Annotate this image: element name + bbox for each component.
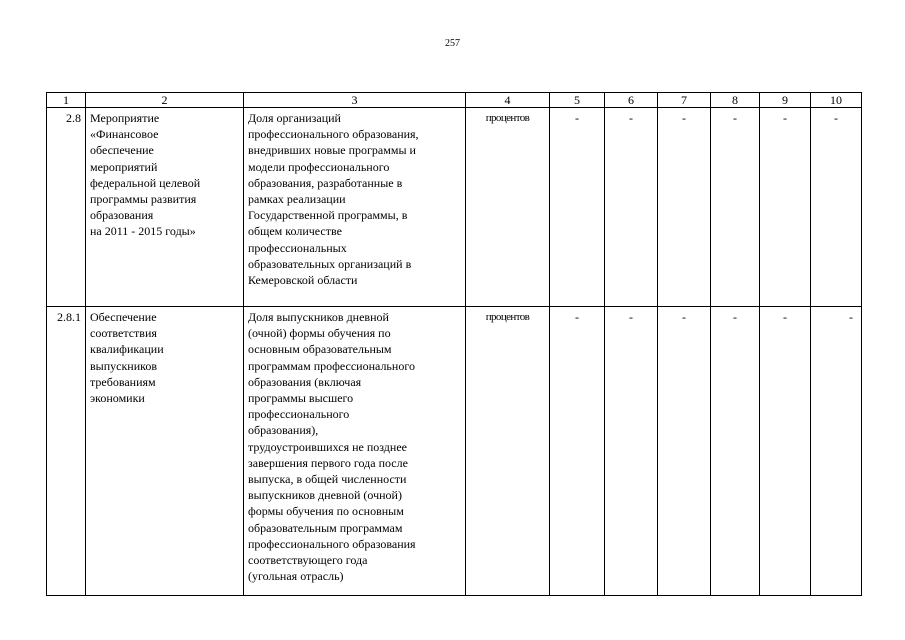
event-name: Обеспечение соответствия квалификации выпускников требованиям экономики xyxy=(86,307,244,596)
header-cell: 1 xyxy=(47,93,86,108)
table-row xyxy=(47,108,862,307)
event-name: Мероприятие «Финансовое обеспечение мероприятий федеральной целевой программы развития образования на 2011 - 2015 годы» xyxy=(86,108,244,307)
value-cell: - xyxy=(811,108,862,307)
value-cell: - xyxy=(658,108,711,307)
table-row xyxy=(47,307,862,596)
unit-of-measure: процентов xyxy=(466,307,550,596)
value-cell: - xyxy=(550,307,605,596)
value-cell: - xyxy=(605,108,658,307)
value-cell: - xyxy=(811,307,862,596)
header-cell: 4 xyxy=(466,93,550,108)
header-cell: 3 xyxy=(244,93,466,108)
value-cell: - xyxy=(711,307,760,596)
indicator-name: Доля выпускников дневной (очной) формы обучения по основным образовательным программам профессионального образования (включая программы высшего профессионального образования), трудоустроившихся не позднее завершения первого года после выпуска, в общей численности выпускников дневной (очной) формы обучения по основным образовательным программам профессионального образования соответствующего года (угольная отрасль) xyxy=(244,307,466,596)
value-cell: - xyxy=(658,307,711,596)
header-cell: 8 xyxy=(711,93,760,108)
page-number: 257 xyxy=(445,38,460,49)
indicators-table xyxy=(46,92,862,596)
value-cell: - xyxy=(605,307,658,596)
header-cell: 2 xyxy=(86,93,244,108)
value-cell: - xyxy=(760,307,811,596)
row-number: 2.8.1 xyxy=(47,307,86,596)
header-cell: 7 xyxy=(658,93,711,108)
value-cell: - xyxy=(711,108,760,307)
header-cell: 6 xyxy=(605,93,658,108)
row-number: 2.8 xyxy=(47,108,86,307)
header-cell: 5 xyxy=(550,93,605,108)
indicator-name: Доля организаций профессионального образования, внедривших новые программы и модели профессионального образования, разработанные в рамках реализации Государственной программы, в общем количестве профессиональных образовательных организаций в Кемеровской области xyxy=(244,108,466,307)
unit-of-measure: процентов xyxy=(466,108,550,307)
value-cell: - xyxy=(760,108,811,307)
header-cell: 9 xyxy=(760,93,811,108)
header-row xyxy=(47,93,862,108)
header-cell: 10 xyxy=(811,93,862,108)
value-cell: - xyxy=(550,108,605,307)
